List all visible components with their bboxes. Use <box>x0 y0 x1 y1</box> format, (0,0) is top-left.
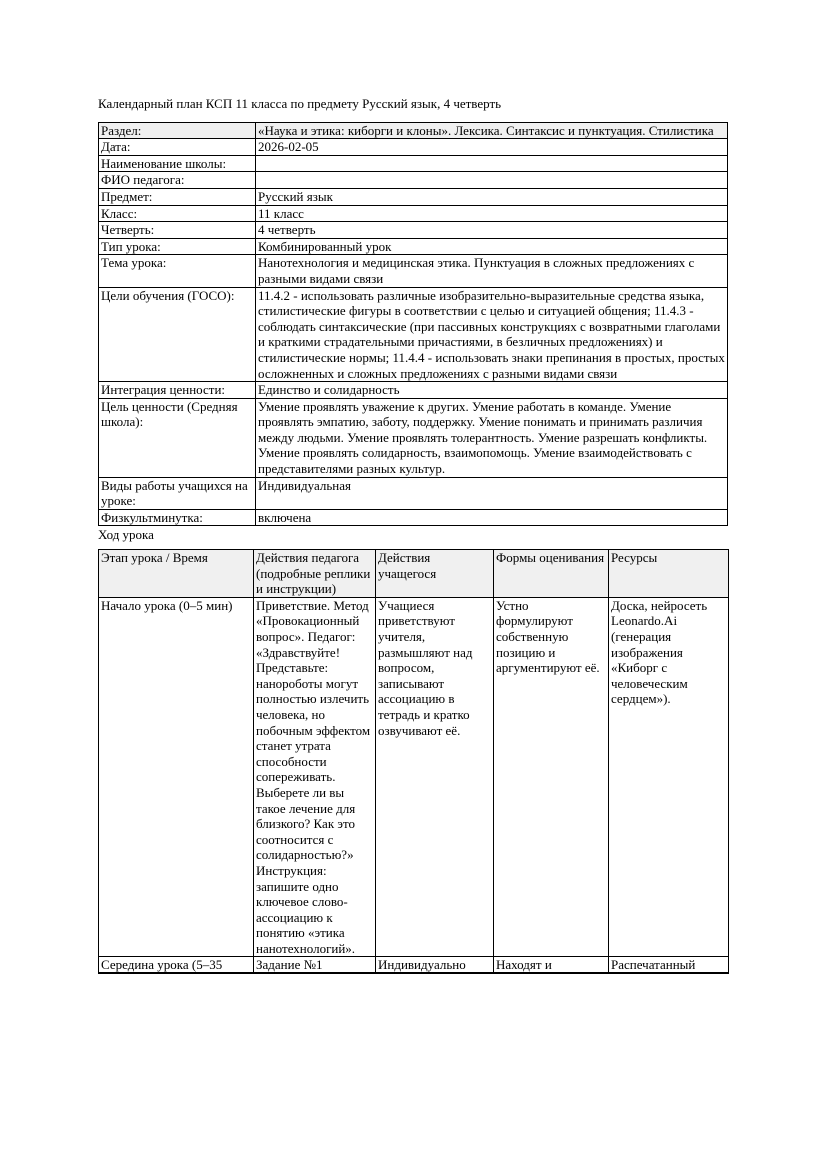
flow-cell-assessment: Находят и <box>496 957 552 973</box>
flow-cell-resources: Распечатанный <box>611 957 696 973</box>
flow-header-resources: Ресурсы <box>609 550 729 598</box>
info-value: 2026-02-05 <box>256 139 728 156</box>
info-label: Физкультминутка: <box>99 509 256 526</box>
flow-cell-assessment: Устно формулируют собственную позицию и аргументируют её. <box>494 597 609 957</box>
flow-row-lesson-middle <box>99 957 729 974</box>
flow-cell-resources: Доска, нейросеть Leonardo.Ai (генерация изображения «Киборг с человеческим сердцем»). <box>609 597 729 957</box>
info-label: Интеграция ценности: <box>99 382 256 399</box>
info-row-subject <box>99 188 728 205</box>
flow-header-assessment: Формы оценивания <box>494 550 609 598</box>
section-heading: Ход урока <box>98 527 154 543</box>
info-label: Четверть: <box>99 222 256 239</box>
info-row-class <box>99 205 728 222</box>
flow-cell-student-actions: Индивидуально <box>378 957 466 973</box>
info-value: включена <box>256 509 728 526</box>
info-value: Нанотехнология и медицинская этика. Пунктуация в сложных предложениях с разными видами связи <box>256 255 728 287</box>
flow-header-stage: Этап урока / Время <box>99 550 254 598</box>
info-value <box>256 172 728 189</box>
info-value: 11.4.2 - использовать различные изобразительно-выразительные средства языка, стилистические фигуры в соответствии с целью и ситуацией общения; 11.4.3 - соблюдать синтаксические (при пассивных конструкциях с возвратными глаголами и краткими страдательными причастиями, в безличных предложениях) и стилистические нормы; 11.4.4 - использовать знаки препинания в простых, простых осложненных и сложных предложениях с разными видами связи <box>256 287 728 382</box>
info-value: Умение проявлять уважение к других. Умение работать в команде. Умение проявлять эмпатию, заботу, поддержку. Умение понимать и принимать различия между людьми. Умение проявлять толерантность. Умение разрешать конфликты. Умение проявлять солидарность, взаимопомощь. Умение взаимодействовать с представителями разных культур. <box>256 398 728 477</box>
flow-header-teacher-actions: Действия педагога (подробные реплики и инструкции) <box>254 550 376 598</box>
lesson-info-table <box>98 122 728 527</box>
info-value: Комбинированный урок <box>256 238 728 255</box>
lesson-flow-table <box>98 549 729 974</box>
info-row-value-goal <box>99 398 728 477</box>
flow-cell-teacher-actions: Задание №1 <box>256 957 323 973</box>
document-title: Календарный план КСП 11 класса по предмету Русский язык, 4 четверть <box>98 96 502 111</box>
info-label: Наименование школы: <box>99 155 256 172</box>
info-value: «Наука и этика: киборги и клоны». Лексика. Синтаксис и пунктуация. Стилистика <box>256 122 728 139</box>
info-label: Раздел: <box>99 122 256 139</box>
info-label: Тема урока: <box>99 255 256 287</box>
info-row-physical-minute <box>99 509 728 526</box>
flow-header-row <box>99 550 729 598</box>
info-value: Русский язык <box>256 188 728 205</box>
info-row-lesson-type <box>99 238 728 255</box>
info-row-quarter <box>99 222 728 239</box>
info-label: Цели обучения (ГОСО): <box>99 287 256 382</box>
info-row-school-name <box>99 155 728 172</box>
flow-cell-student-actions: Учащиеся приветствуют учителя, размышляют над вопросом, записывают ассоциацию в тетрадь и кратко озвучивают её. <box>376 597 494 957</box>
info-row-data <box>99 139 728 156</box>
flow-cell-stage: Середина урока (5–35 <box>101 957 223 973</box>
info-label: Цель ценности (Средняя школа): <box>99 398 256 477</box>
info-label: Виды работы учащихся на уроке: <box>99 477 256 509</box>
info-row-teacher-name <box>99 172 728 189</box>
info-label: Предмет: <box>99 188 256 205</box>
info-label: Дата: <box>99 139 256 156</box>
info-row-value-integration <box>99 382 728 399</box>
flow-header-student-actions: Действия учащегося <box>376 550 494 598</box>
flow-row-lesson-start <box>99 597 729 957</box>
info-label: Класс: <box>99 205 256 222</box>
info-value: 11 класс <box>256 205 728 222</box>
info-value <box>256 155 728 172</box>
flow-cell-teacher-actions: Приветствие. Метод «Провокационный вопрос». Педагог: «Здравствуйте! Представьте: нанороботы могут полностью излечить человека, но побочным эффектом станет утрата способности сопереживать. Выберете ли вы такое лечение для близкого? Как это соотносится с солидарностью?» Инструкция: запишите одно ключевое слово-ассоциацию к понятию «этика нанотехнологий». <box>254 597 376 957</box>
flow-cell-stage: Начало урока (0–5 мин) <box>99 597 254 957</box>
info-label: Тип урока: <box>99 238 256 255</box>
info-row-lesson-theme <box>99 255 728 287</box>
page-content <box>98 96 728 974</box>
info-row-razdel <box>99 122 728 139</box>
info-row-work-types <box>99 477 728 509</box>
info-value: 4 четверть <box>256 222 728 239</box>
info-value: Индивидуальная <box>256 477 728 509</box>
info-label: ФИО педагога: <box>99 172 256 189</box>
info-value: Единство и солидарность <box>256 382 728 399</box>
info-row-goals <box>99 287 728 382</box>
